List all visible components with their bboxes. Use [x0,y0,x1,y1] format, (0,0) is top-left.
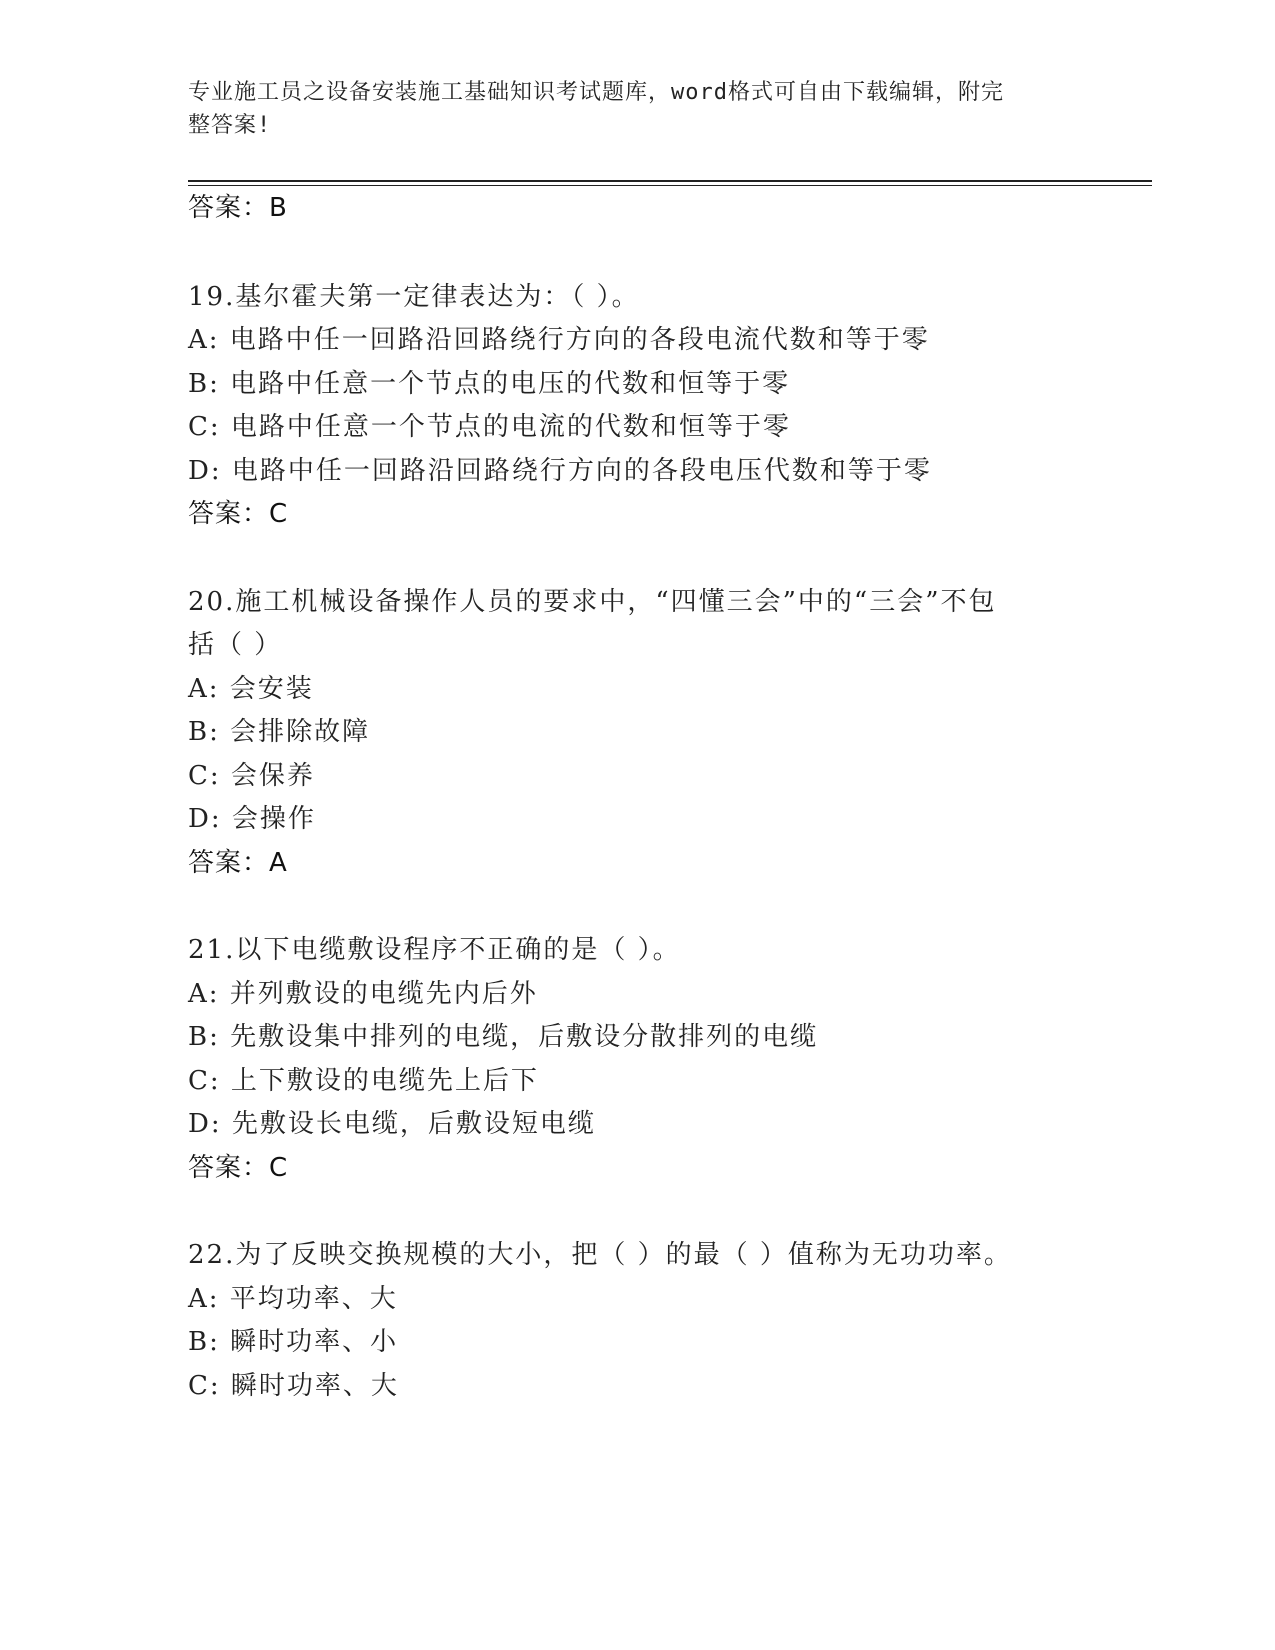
question-19-option-a: A: 电路中任一回路沿回路绕行方向的各段电流代数和等于零 [188,325,930,355]
header-divider-thin [188,185,1152,186]
answer-19: 答案：C [188,499,289,529]
question-22-option-a: A: 平均功率、大 [188,1284,398,1314]
header-divider-thick [188,180,1152,182]
question-22-option-b: B: 瞬时功率、小 [188,1327,399,1357]
question-21-option-a: A: 并列敷设的电缆先内后外 [188,979,538,1009]
question-20-option-d: D: 会操作 [188,804,316,834]
document-header [188,76,1068,142]
question-19-option-d: D: 电路中任一回路沿回路绕行方向的各段电压代数和等于零 [188,456,932,486]
answer-18: 答案：B [188,193,288,223]
answer-21: 答案：C [188,1153,289,1183]
question-20-option-b: B: 会排除故障 [188,717,371,747]
question-19-option-c: C: 电路中任意一个节点的电流的代数和恒等于零 [188,412,791,442]
question-20-line-1: 20.施工机械设备操作人员的要求中，“四懂三会”中的“三会”不包 [188,587,997,617]
answer-20: 答案：A [188,848,288,878]
header-line-1: 专业施工员之设备安装施工基础知识考试题库，word格式可自由下载编辑，附完 [188,80,1004,105]
question-21-option-b: B: 先敷设集中排列的电缆，后敷设分散排列的电缆 [188,1022,819,1052]
header-line-2: 整答案! [188,113,272,138]
question-19: 19.基尔霍夫第一定律表达为：（ ）。 [188,282,640,312]
question-20-option-c: C: 会保养 [188,761,315,791]
question-19-option-b: B: 电路中任意一个节点的电压的代数和恒等于零 [188,369,791,399]
question-20-option-a: A: 会安装 [188,674,314,704]
question-21: 21.以下电缆敷设程序不正确的是（ ）。 [188,935,681,965]
question-20-line-2: 括（ ） [188,630,283,660]
question-21-option-d: D: 先敷设长电缆，后敷设短电缆 [188,1109,596,1139]
question-22: 22.为了反映交换规模的大小，把（ ）的最（ ）值称为无功功率。 [188,1240,1012,1270]
question-22-option-c: C: 瞬时功率、大 [188,1371,399,1401]
question-21-option-c: C: 上下敷设的电缆先上后下 [188,1066,539,1096]
